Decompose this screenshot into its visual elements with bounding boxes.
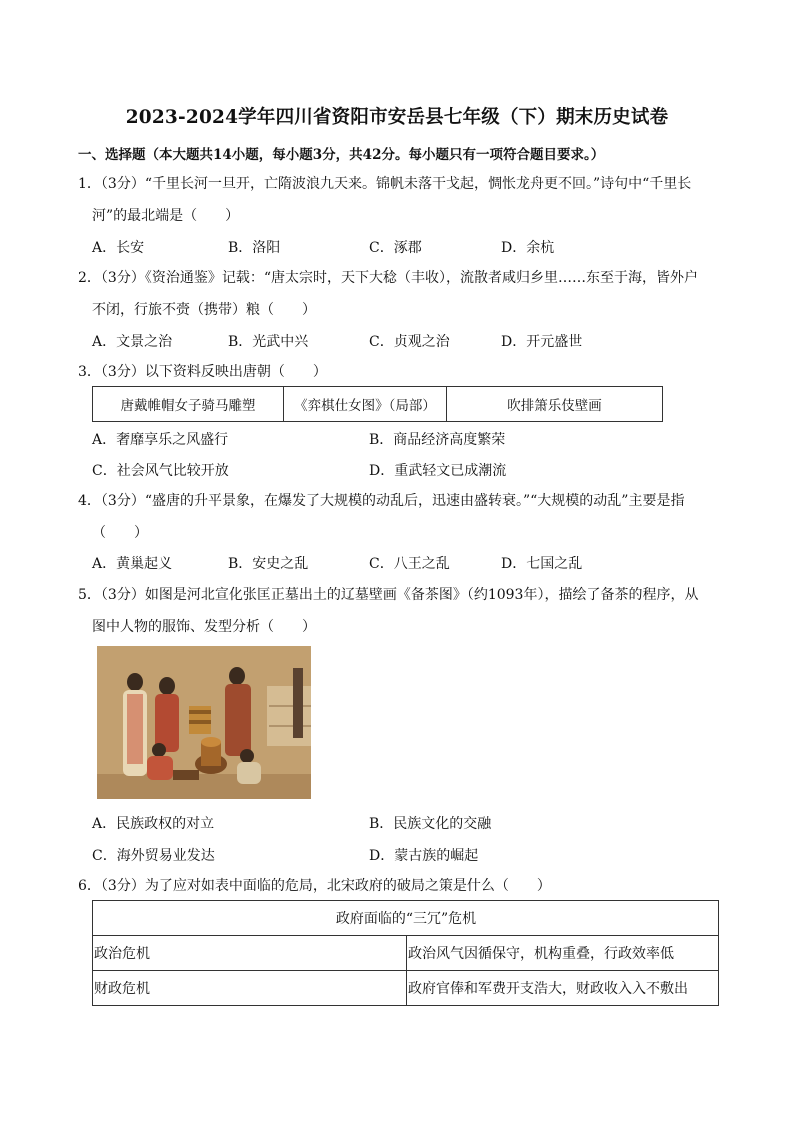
- question-6-stem: 6．（3分）为了应对如表中面临的危局，北宋政府的破局之策是什么（ ）: [78, 878, 551, 894]
- crisis-type-cell: 政治危机: [93, 936, 407, 971]
- question-4-option-b[interactable]: B．安史之乱: [228, 556, 309, 572]
- crisis-type-cell: 财政危机: [93, 971, 407, 1006]
- question-3-option-d[interactable]: D．重武轻文已成潮流: [369, 463, 507, 479]
- question-1-option-d[interactable]: D．余杭: [501, 240, 555, 256]
- question-5-option-b[interactable]: B．民族文化的交融: [369, 816, 492, 832]
- question-4-option-d[interactable]: D．七国之乱: [501, 556, 583, 572]
- question-3-material-table: [92, 386, 663, 422]
- question-4-stem: 4．（3分）“盛唐的升平景象，在爆发了大规模的动乱后，迅速由盛转衰。”“大规模的动乱”主要是指: [78, 493, 685, 509]
- material-cell-1: 唐戴帷帽女子骑马雕塑: [93, 387, 284, 422]
- crisis-table-header: 政府面临的“三冗”危机: [93, 901, 719, 936]
- question-2-option-c[interactable]: C．贞观之治: [369, 334, 450, 350]
- question-3-option-c[interactable]: C．社会风气比较开放: [92, 463, 229, 479]
- question-1-option-a[interactable]: A．长安: [92, 240, 145, 256]
- crisis-description-cell: 政治风气因循保守，机构重叠，行政效率低: [407, 936, 719, 971]
- question-2-option-d[interactable]: D．开元盛世: [501, 334, 583, 350]
- question-1-stem-cont: 河”的最北端是（ ）: [92, 208, 240, 224]
- table-row: [93, 971, 719, 1006]
- question-5-option-d[interactable]: D．蒙古族的崛起: [369, 848, 479, 864]
- exam-title: 2023-2024学年四川省资阳市安岳县七年级（下）期末历史试卷: [125, 107, 669, 128]
- question-3-option-a[interactable]: A．奢靡享乐之风盛行: [92, 432, 229, 448]
- section-heading: 一、选择题（本大题共14小题，每小题3分，共42分。每小题只有一项符合题目要求。）: [78, 147, 605, 163]
- question-6-crisis-table: [92, 900, 719, 1006]
- question-2-option-a[interactable]: A．文景之治: [92, 334, 173, 350]
- question-3-option-b[interactable]: B．商品经济高度繁荣: [369, 432, 506, 448]
- question-5-stem: 5．（3分）如图是河北宣化张匡正墓出土的辽墓壁画《备茶图》（约1093年），描绘了备茶的程序，从: [78, 587, 699, 603]
- material-cell-2: 《弈棋仕女图》（局部）: [284, 387, 447, 422]
- question-5-option-a[interactable]: A．民族政权的对立: [92, 816, 215, 832]
- question-2-stem-cont: 不闭，行旅不赍（携带）粮（ ）: [92, 302, 316, 318]
- question-2-stem: 2．（3分）《资治通鉴》记载：“唐太宗时，天下大稔（丰收），流散者咸归乡里……东至于海，皆外户: [78, 270, 698, 286]
- question-4-option-c[interactable]: C．八王之乱: [369, 556, 450, 572]
- question-1-option-b[interactable]: B．洛阳: [228, 240, 281, 256]
- question-5-stem-cont: 图中人物的服饰、发型分析（ ）: [92, 619, 316, 635]
- question-3-stem: 3．（3分）以下资料反映出唐朝（ ）: [78, 364, 327, 380]
- crisis-description-cell: 政府官俸和军费开支浩大，财政收入入不敷出: [407, 971, 719, 1006]
- material-cell-3: 吹排箫乐伎壁画: [447, 387, 663, 422]
- question-5-option-c[interactable]: C．海外贸易业发达: [92, 848, 215, 864]
- question-4-stem-cont: （ ）: [92, 525, 148, 541]
- tea-preparation-mural-image: [97, 646, 311, 799]
- question-1-stem: 1．（3分）“千里长河一旦开，亡隋波浪九天来。锦帆未落干戈起，惆怅龙舟更不回。”诗句中“千里长: [78, 176, 692, 192]
- question-2-option-b[interactable]: B．光武中兴: [228, 334, 309, 350]
- question-1-option-c[interactable]: C．涿郡: [369, 240, 422, 256]
- table-row: [93, 936, 719, 971]
- question-4-option-a[interactable]: A．黄巢起义: [92, 556, 173, 572]
